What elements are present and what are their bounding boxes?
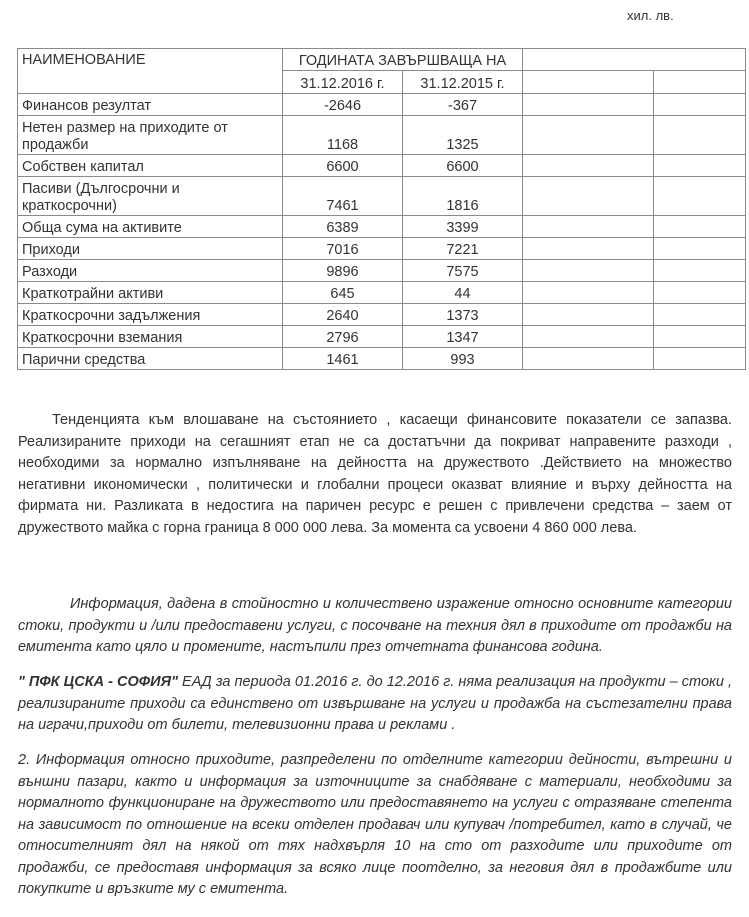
empty-cell	[654, 348, 746, 370]
paragraph-info-categories: Информация, дадена в стойностно и количествено изражение относно основните категории стоки, продукти и /или предоставени услуги, с посочване на техния дял в приходите от продажби на емитента като цяло и промените, настъпили през отчетната финансова година.	[18, 596, 732, 655]
empty-cell	[523, 155, 654, 177]
value-2015: 1347	[403, 326, 523, 348]
table-row	[18, 348, 746, 370]
empty-cell	[654, 94, 746, 116]
value-2016: 9896	[283, 260, 403, 282]
value-2015: 3399	[403, 216, 523, 238]
value-2015: 1816	[403, 177, 523, 216]
value-2016: 2640	[283, 304, 403, 326]
row-name: Парични средства	[18, 348, 283, 370]
value-2016: 645	[283, 282, 403, 304]
paragraph-income-distribution: 2. Информация относно приходите, разпределени по отделните категории дейности, вътрешни и външни пазари, както и информация за източниците за снабдяване с материали, необходими за нормалното функциониране на дружеството или предоставянето на услуги с отразяване степента на зависимост по отношение на всеки отделен продавач или купувач /потребител, като в случай, че относителният дял на някой от тях надхвърля 10 на сто от разходите или приходите от продажби, се предоставя информация за всяко лице поотделно, за неговия дял в продажбите или покупките и връзките му с емитента.	[18, 752, 732, 897]
empty-cell	[654, 71, 746, 94]
value-2015: 7575	[403, 260, 523, 282]
header-2016: 31.12.2016 г.	[283, 71, 403, 94]
value-2016: 2796	[283, 326, 403, 348]
empty-cell	[654, 238, 746, 260]
table-row	[18, 116, 746, 155]
value-2016: 7016	[283, 238, 403, 260]
table-row	[18, 326, 746, 348]
empty-cell	[523, 282, 654, 304]
empty-cell	[523, 326, 654, 348]
header-2015: 31.12.2015 г.	[403, 71, 523, 94]
row-name: Разходи	[18, 260, 283, 282]
paragraph-financial-trend: Тенденцията към влошаване на състоянието , касаещи финансовите показатели се запазва. Реализираните приходи на сегашният етап не са достатъчни да покриват направените разходи , необходими за нормално изпълняване на дейността на дружеството .Действието на множество негативни икономически , политически и глобални процеси оказват влияние и върху дейността на фирмата ни. Разликата в недостига на паричен ресурс е решен с привлечени средства – заем от дружеството майка с горна граница 8 000 000 лева. За момента са усвоени 4 860 000 лева.	[18, 412, 732, 536]
empty-cell	[523, 94, 654, 116]
row-name: Краткосрочни вземания	[18, 326, 283, 348]
value-2016: 1461	[283, 348, 403, 370]
value-2016: 1168	[283, 116, 403, 155]
header-group-label: ГОДИНАТА ЗАВЪРШВАЩА НА	[283, 49, 523, 71]
row-name: Нетен размер на приходите от продажби	[18, 116, 283, 155]
table-row	[18, 177, 746, 216]
row-name: Приходи	[18, 238, 283, 260]
value-2016: 7461	[283, 177, 403, 216]
table-row	[18, 260, 746, 282]
row-name: Пасиви (Дългосрочни и краткосрочни)	[18, 177, 283, 216]
empty-cell	[654, 177, 746, 216]
empty-cell	[523, 116, 654, 155]
value-2015: 7221	[403, 238, 523, 260]
value-2015: 44	[403, 282, 523, 304]
value-2015: -367	[403, 94, 523, 116]
unit-label: хил. лв.	[627, 8, 674, 23]
empty-cell	[523, 216, 654, 238]
empty-cell	[654, 326, 746, 348]
table-row	[18, 238, 746, 260]
table-header-row	[18, 49, 746, 71]
empty-cell	[654, 216, 746, 238]
empty-cell	[654, 282, 746, 304]
company-sales-text: ЕАД за периода 01.2016 г. до 12.2016 г. няма реализация на продукти – стоки , реализираните приходи са единствено от извършване на услуги и продажба на състезателни права на играчи,приходи от билети, телевизионни права и реклами .	[18, 674, 733, 733]
header-name-column: НАИМЕНОВАНИЕ	[18, 49, 283, 94]
table-row	[18, 155, 746, 177]
value-2015: 1325	[403, 116, 523, 155]
value-2015: 993	[403, 348, 523, 370]
row-name: Обща сума на активите	[18, 216, 283, 238]
empty-cell	[523, 260, 654, 282]
value-2016: 6389	[283, 216, 403, 238]
value-2015: 6600	[403, 155, 523, 177]
financial-indicators-table	[17, 48, 746, 370]
row-name: Краткотрайни активи	[18, 282, 283, 304]
empty-cell	[654, 116, 746, 155]
table-row	[18, 304, 746, 326]
table-row	[18, 282, 746, 304]
empty-cell	[523, 238, 654, 260]
row-name: Собствен капитал	[18, 155, 283, 177]
header-empty-cell	[523, 49, 746, 71]
empty-cell	[654, 260, 746, 282]
value-2016: 6600	[283, 155, 403, 177]
paragraph-company-sales	[18, 672, 732, 737]
empty-cell	[523, 304, 654, 326]
company-name: " ПФК ЦСКА - СОФИЯ"	[18, 674, 178, 690]
table-row	[18, 94, 746, 116]
value-2016: -2646	[283, 94, 403, 116]
empty-cell	[523, 348, 654, 370]
value-2015: 1373	[403, 304, 523, 326]
empty-cell	[523, 177, 654, 216]
row-name: Краткосрочни задължения	[18, 304, 283, 326]
empty-cell	[654, 155, 746, 177]
row-name: Финансов резултат	[18, 94, 283, 116]
table-row	[18, 216, 746, 238]
empty-cell	[523, 71, 654, 94]
empty-cell	[654, 304, 746, 326]
